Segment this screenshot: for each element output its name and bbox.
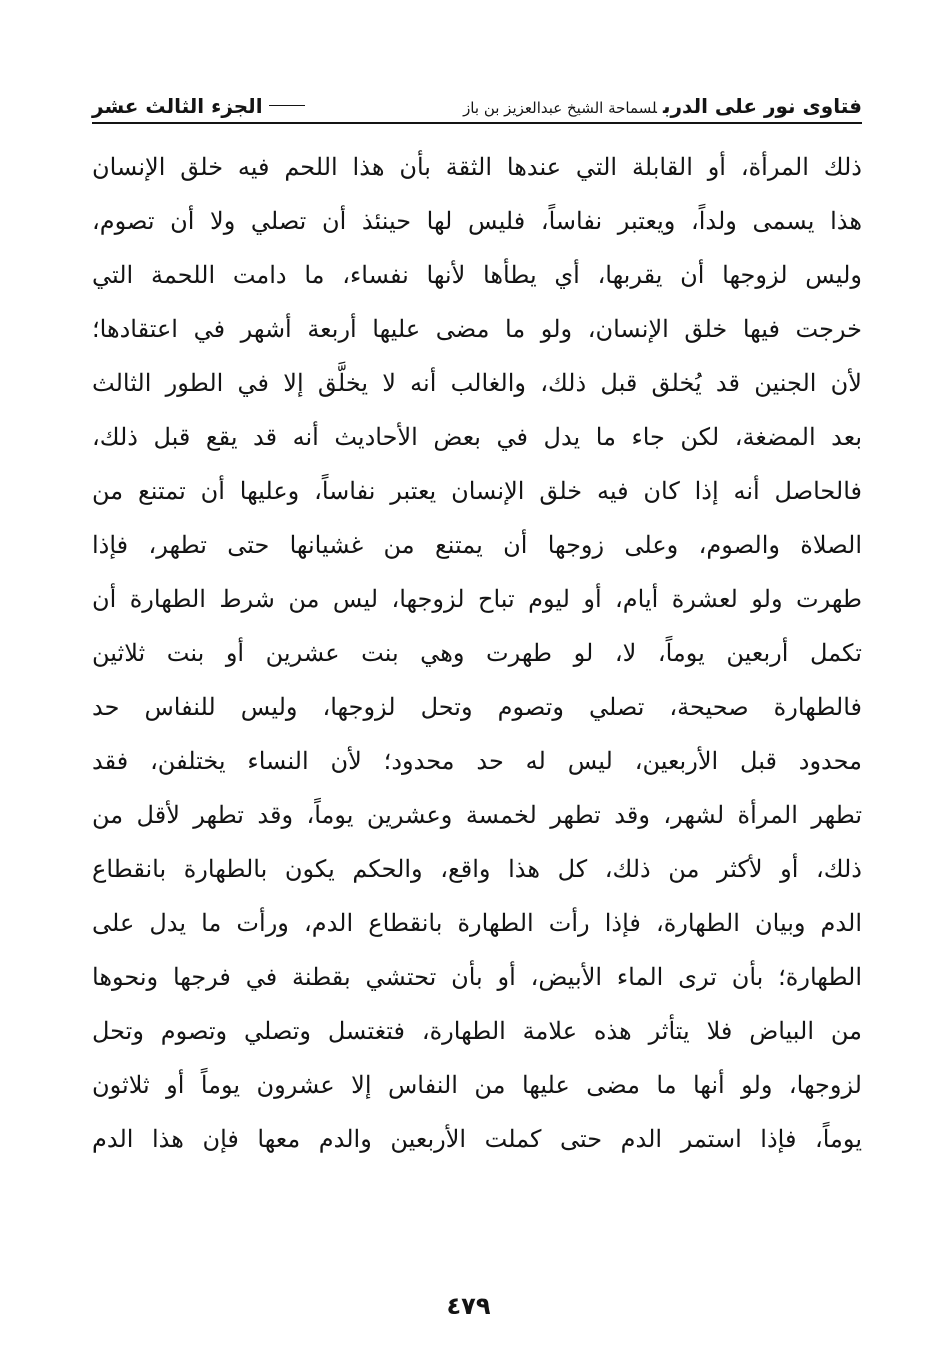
header-volume-group bbox=[92, 94, 311, 118]
text-line: هذا يسمى ولداً، ويعتبر نفاساً، فليس لها حينئذ أن تصلي ولا أن تصوم، bbox=[92, 207, 862, 235]
text-line: الصلاة والصوم، وعلى زوجها أن يمتنع من غشيانها حتى تطهر، فإذا bbox=[92, 531, 862, 559]
text-line: خرجت فيها خلق الإنسان، ولو ما مضى عليها أربعة أشهر في اعتقادها؛ bbox=[92, 315, 862, 343]
volume-title: الجزء الثالث عشر bbox=[92, 94, 263, 118]
text-line: ذلك المرأة، أو القابلة التي عندها الثقة بأن هذا اللحم فيه خلق الإنسان bbox=[92, 153, 862, 181]
text-line: لأن الجنين قد يُخلق قبل ذلك، والغالب أنه لا يخلَّق إلا في الطور الثالث bbox=[92, 369, 862, 397]
text-line: فالطهارة صحيحة، تصلي وتصوم وتحل لزوجها، وليس للنفاس حد bbox=[92, 693, 862, 721]
page-number: ٤٧٩ bbox=[446, 1292, 491, 1320]
text-line: بعد المضغة، لكن جاء ما يدل في بعض الأحاديث أنه قد يقع قبل ذلك، bbox=[92, 423, 862, 451]
text-line: من البياض فلا يتأثر هذه علامة الطهارة، فتغتسل وتصلي وتصوم وتحل bbox=[92, 1017, 862, 1045]
text-line: تطهر المرأة لشهر، وقد تطهر لخمسة وعشرين يوماً، وقد تطهر لأقل من bbox=[92, 801, 862, 829]
text-line: ذلك، أو لأكثر من ذلك، كل هذا واقع، والحكم يكون بالطهارة بانقطاع bbox=[92, 855, 862, 883]
header-dash bbox=[269, 105, 305, 106]
text-line: طهرت ولو لعشرة أيام، أو ليوم تباح لزوجها، ليس من شرط الطهارة أن bbox=[92, 585, 862, 613]
body-text bbox=[92, 140, 862, 1166]
header-book-group bbox=[463, 94, 862, 118]
text-line: وليس لزوجها أن يقربها، أي يطأها لأنها نفساء، ما دامت اللحمة التي bbox=[92, 261, 862, 289]
running-header bbox=[92, 84, 862, 118]
header-rule bbox=[92, 122, 862, 124]
text-line: الدم وبيان الطهارة، فإذا رأت الطهارة بانقطاع الدم، ورأت ما يدل على bbox=[92, 909, 862, 937]
text-line: محدود قبل الأربعين، ليس له حد محدود؛ لأن النساء يختلفن، فقد bbox=[92, 747, 862, 775]
text-line: الطهارة؛ بأن ترى الماء الأبيض، أو بأن تحتشي بقطنة في فرجها ونحوها bbox=[92, 963, 862, 991]
text-line: يوماً، فإذا استمر الدم حتى كملت الأربعين والدم معها فإن هذا الدم bbox=[92, 1125, 862, 1153]
author-name: لسماحة الشيخ عبدالعزيز بن باز bbox=[463, 99, 658, 117]
text-line: لزوجها، ولو أنها ما مضى عليها من النفاس إلا عشرون يوماً أو ثلاثون bbox=[92, 1071, 862, 1099]
text-line: فالحاصل أنه إذا كان فيه خلق الإنسان يعتبر نفاساً، وعليها أن تمتنع من bbox=[92, 477, 862, 505]
text-line: تكمل أربعين يوماً، لا، لو طهرت وهي بنت عشرين أو بنت ثلاثين bbox=[92, 639, 862, 667]
book-title: فتاوى نور على الدرب bbox=[663, 94, 862, 118]
